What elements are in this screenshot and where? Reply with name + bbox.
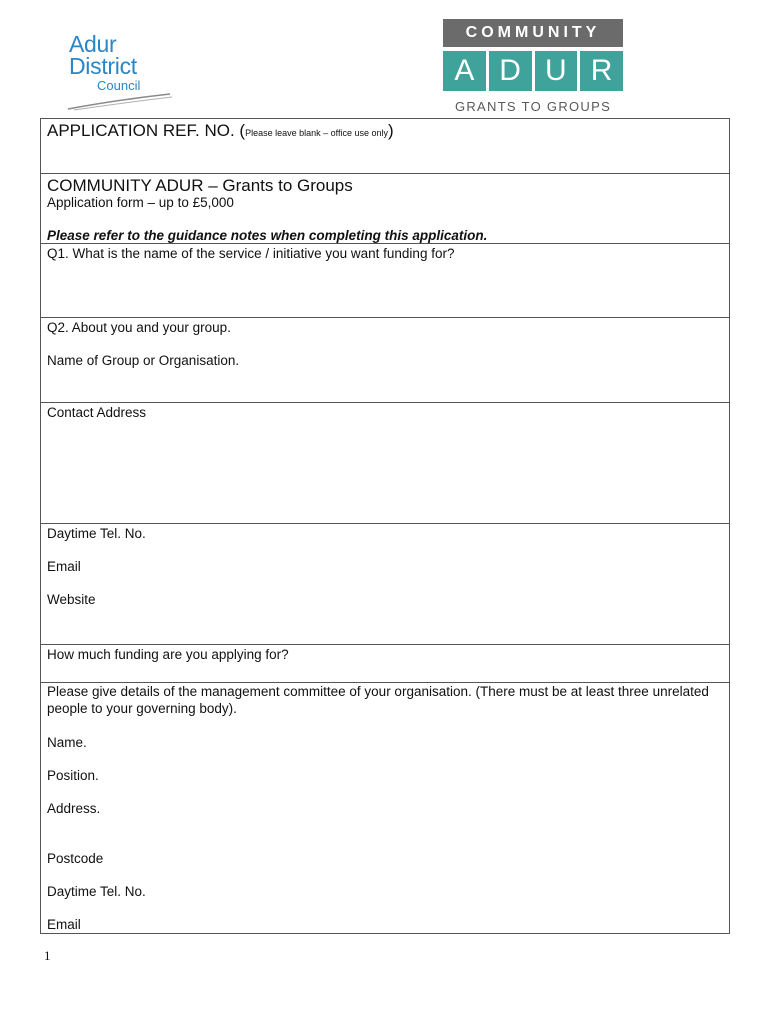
application-ref-label: APPLICATION REF. NO. (Please leave blank – office use only)	[47, 121, 394, 140]
swoosh-icon	[66, 90, 176, 112]
community-adur-logo	[440, 19, 626, 117]
form-title: COMMUNITY ADUR – Grants to Groups	[47, 176, 353, 195]
community-logo-letters	[443, 51, 623, 91]
email-label: Email	[47, 559, 81, 574]
community-logo-top: COMMUNITY	[443, 19, 623, 47]
daytime-tel-label: Daytime Tel. No.	[47, 526, 146, 541]
website-label: Website	[47, 592, 96, 607]
guidance-note: Please refer to the guidance notes when completing this application.	[47, 228, 488, 243]
page-number: 1	[44, 948, 51, 963]
committee-intro: Please give details of the management committee of your organisation. (There must be at least three unrelated people to your governing body).	[47, 684, 709, 716]
committee-name-label: Name.	[47, 735, 87, 750]
funding-section[interactable]	[41, 645, 729, 683]
q1-section[interactable]	[41, 244, 729, 318]
committee-tel-label: Daytime Tel. No.	[47, 884, 146, 899]
contact-details-section[interactable]	[41, 524, 729, 645]
community-logo-subtitle: GRANTS TO GROUPS	[454, 99, 612, 114]
committee-section[interactable]	[41, 683, 729, 933]
logo-letter: A	[443, 51, 486, 91]
logo-letter: D	[489, 51, 532, 91]
form-subtitle: Application form – up to £5,000	[47, 195, 234, 210]
application-form	[40, 118, 730, 934]
application-ref-section[interactable]	[41, 119, 729, 174]
committee-email-label: Email	[47, 917, 81, 932]
committee-postcode-label: Postcode	[47, 851, 104, 866]
council-logo-line1: Adur	[69, 31, 117, 57]
contact-address-label: Contact Address	[47, 405, 147, 420]
q1-label: Q1. What is the name of the service / initiative you want funding for?	[47, 246, 455, 261]
committee-address-label: Address.	[47, 801, 101, 816]
q2-title: Q2. About you and your group.	[47, 320, 231, 335]
logo-letter: U	[535, 51, 578, 91]
council-logo-line3: Council	[97, 78, 141, 93]
group-name-label: Name of Group or Organisation.	[47, 353, 240, 368]
committee-position-label: Position.	[47, 768, 99, 783]
council-logo-line2: District	[69, 53, 137, 79]
logo-letter: R	[580, 51, 623, 91]
q2-section[interactable]	[41, 318, 729, 403]
contact-address-section[interactable]	[41, 403, 729, 524]
intro-section	[41, 174, 729, 244]
funding-amount-label: How much funding are you applying for?	[47, 647, 289, 662]
adur-district-council-logo	[66, 30, 176, 114]
